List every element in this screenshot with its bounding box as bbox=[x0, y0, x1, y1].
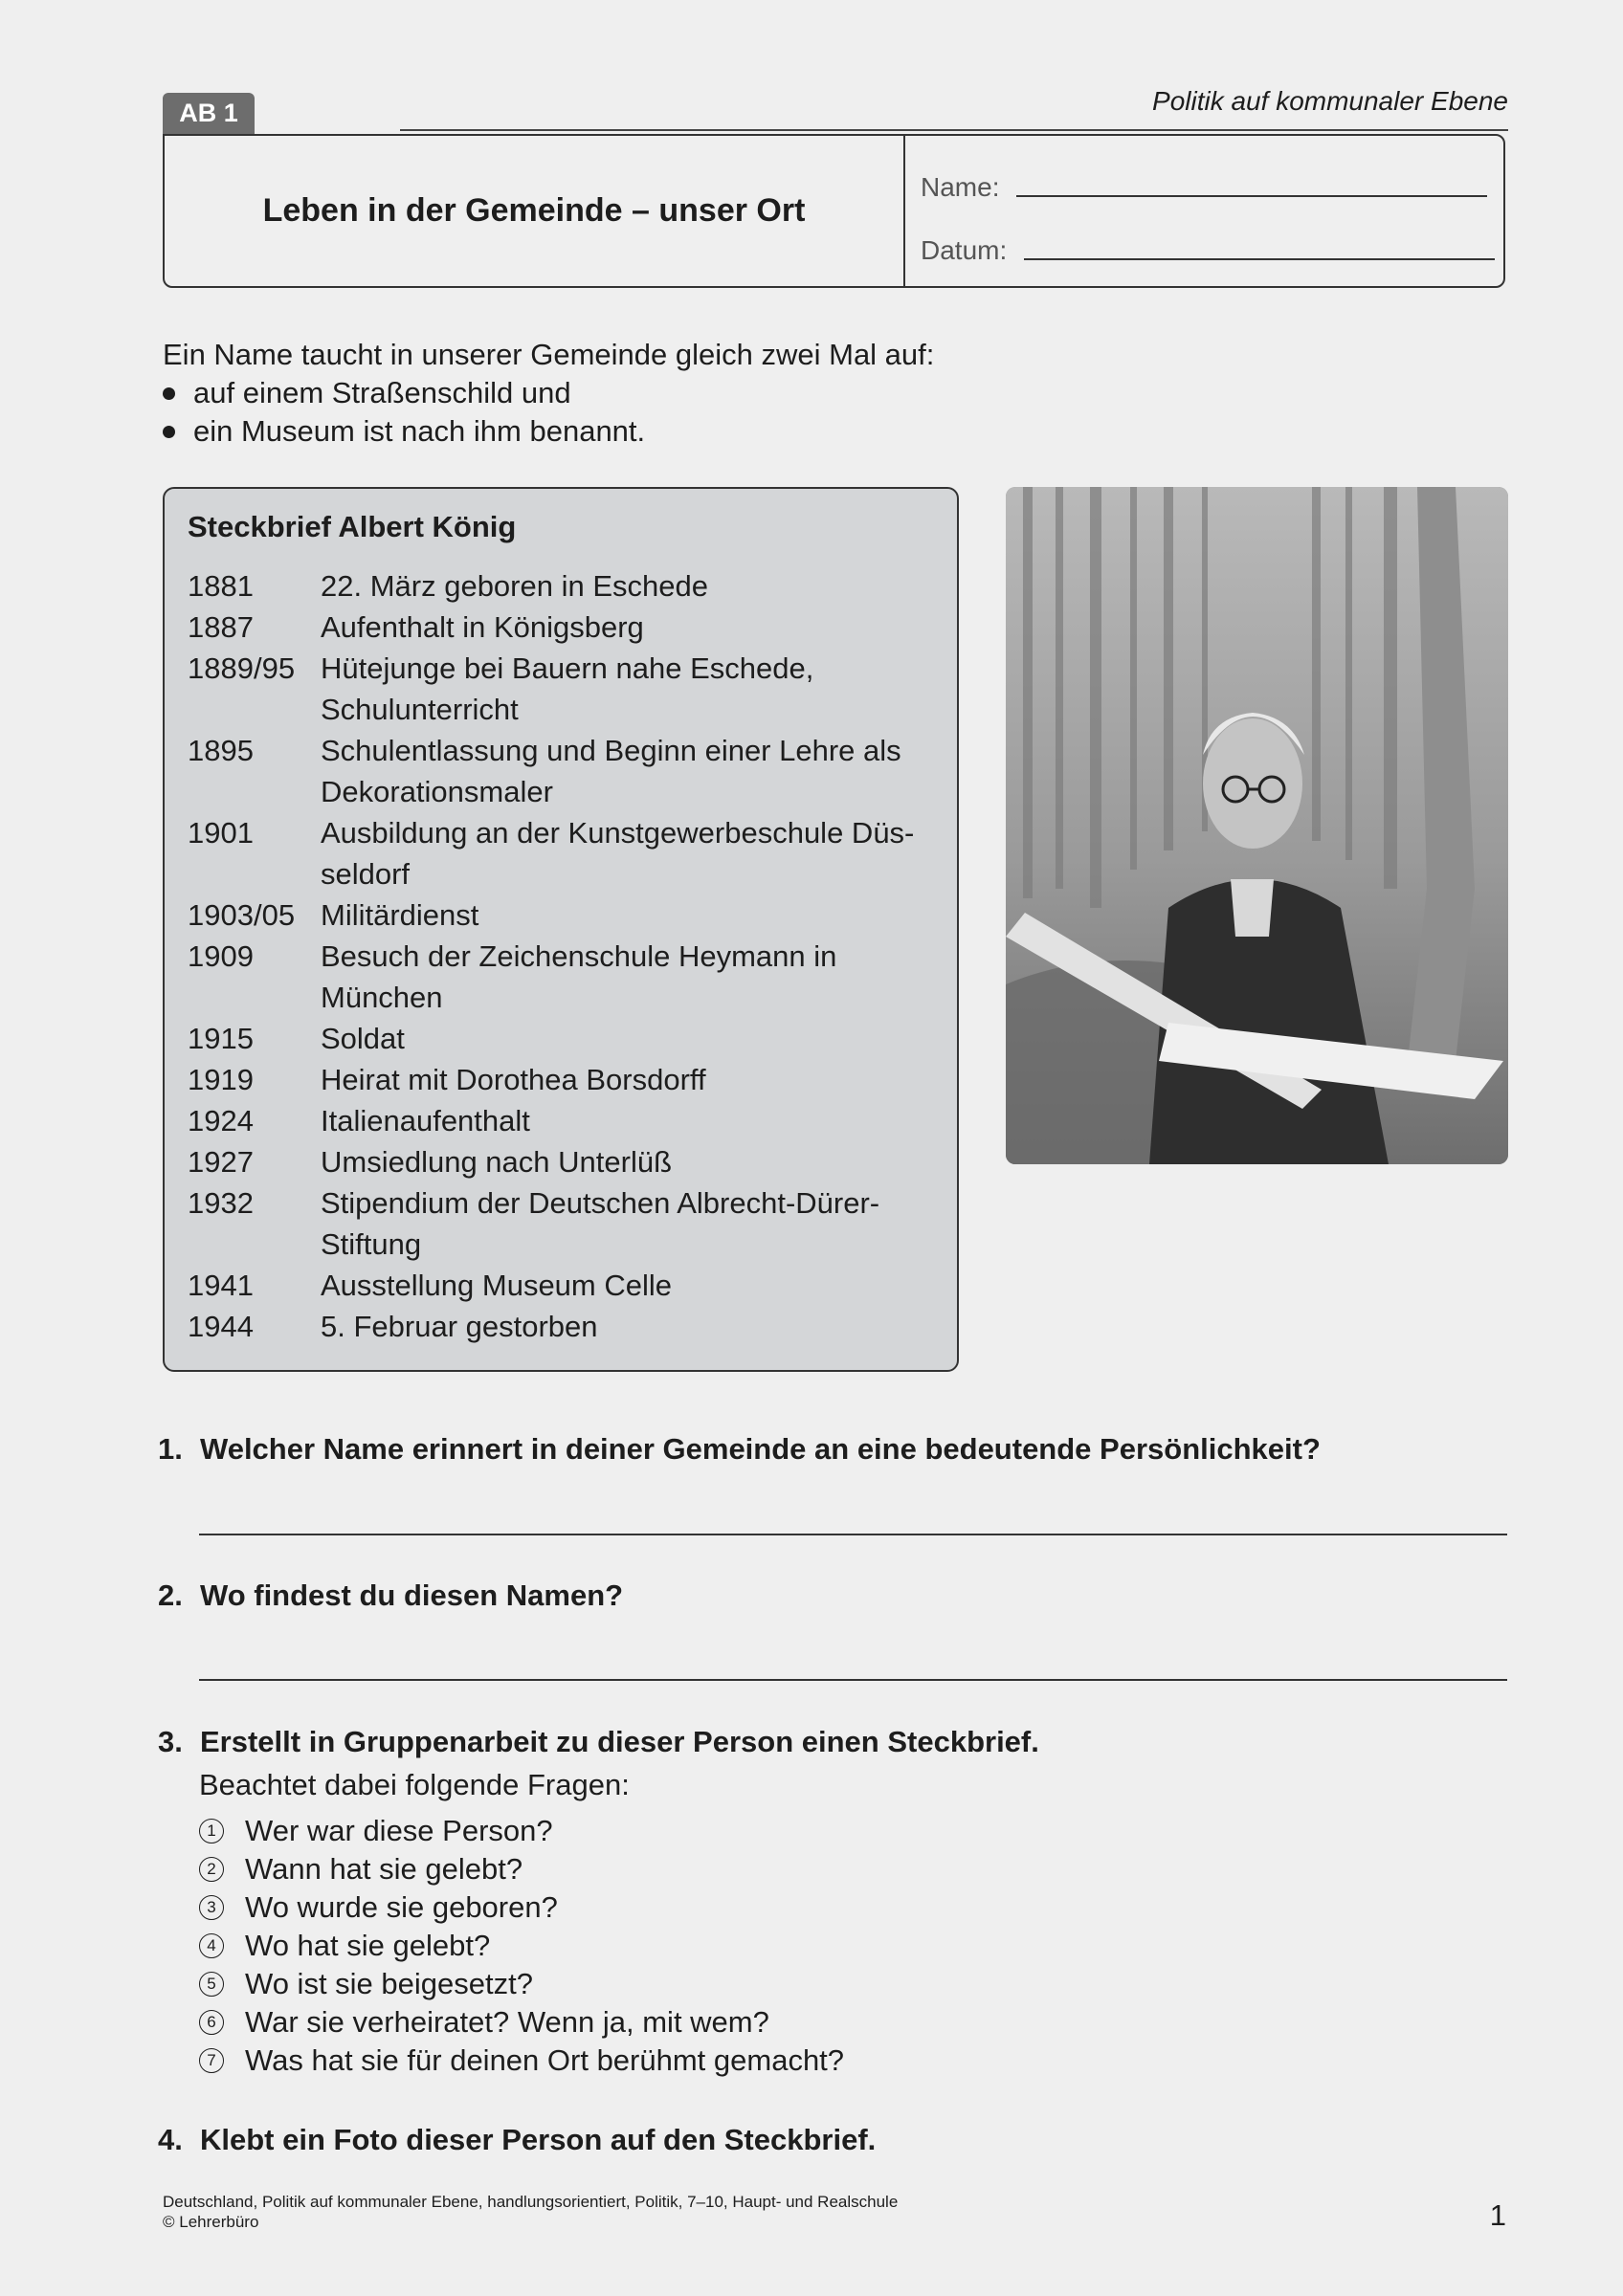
question-text: War sie verheiratet? Wenn ja, mit wem? bbox=[245, 2005, 769, 2039]
entry-year: 1909 bbox=[188, 939, 254, 973]
answer-line-2[interactable] bbox=[199, 1679, 1507, 1681]
question-item bbox=[199, 2003, 844, 2042]
circled-number: 4 bbox=[199, 1933, 224, 1958]
question-list bbox=[199, 1812, 844, 2080]
entry-text: Ausbildung an der Kunstgewerbeschule Düs-seldorf bbox=[321, 816, 915, 891]
steckbrief-entry bbox=[188, 730, 934, 812]
steckbrief-entry bbox=[188, 1182, 934, 1265]
steckbrief-box bbox=[163, 487, 959, 1372]
entry-text: Hütejunge bei Bauern nahe Eschede, Schulunterricht bbox=[321, 651, 814, 726]
steckbrief-entry bbox=[188, 1141, 934, 1182]
question-text: Wo ist sie beigesetzt? bbox=[245, 1967, 533, 2000]
date-line[interactable] bbox=[1024, 258, 1495, 260]
worksheet-tab: AB 1 bbox=[163, 93, 255, 134]
steckbrief-entry bbox=[188, 607, 934, 648]
subject-heading: Politik auf kommunaler Ebene bbox=[1152, 86, 1508, 116]
entry-year: 1903/05 bbox=[188, 898, 296, 932]
steckbrief-entry bbox=[188, 812, 934, 894]
entry-text: Militärdienst bbox=[321, 898, 479, 932]
task-number: 2. bbox=[158, 1578, 183, 1612]
portrait-image bbox=[1006, 487, 1508, 1164]
question-text: Wo hat sie gelebt? bbox=[245, 1929, 491, 1962]
circled-number: 2 bbox=[199, 1857, 224, 1882]
entry-text: Schulentlassung und Beginn einer Lehre als Dekorationsmaler bbox=[321, 734, 901, 808]
task-text: Welcher Name erinnert in deiner Gemeinde an eine bedeutende Persönlichkeit? bbox=[200, 1432, 1321, 1466]
entry-text: 22. März geboren in Eschede bbox=[321, 569, 708, 603]
intro-bullets bbox=[163, 374, 934, 451]
intro-bullet: ein Museum ist nach ihm benannt. bbox=[163, 412, 934, 451]
task-number: 3. bbox=[158, 1725, 183, 1758]
task-2 bbox=[158, 1578, 623, 1613]
question-item bbox=[199, 1850, 844, 1888]
entry-text: Heirat mit Dorothea Borsdorff bbox=[321, 1063, 706, 1096]
task-number: 1. bbox=[158, 1432, 183, 1466]
footer-source: Deutschland, Politik auf kommunaler Ebene, handlungsorientiert, Politik, 7–10, Haupt- und Realschule bbox=[163, 2193, 899, 2211]
entry-year: 1944 bbox=[188, 1310, 254, 1343]
intro-text: Ein Name taucht in unserer Gemeinde gleich zwei Mal auf: bbox=[163, 338, 935, 371]
entry-text: Besuch der Zeichenschule Heymann in München bbox=[321, 939, 837, 1014]
entry-text: Aufenthalt in Königsberg bbox=[321, 610, 644, 644]
entry-year: 1915 bbox=[188, 1022, 254, 1055]
entry-year: 1887 bbox=[188, 610, 254, 644]
steckbrief-entry bbox=[188, 565, 934, 607]
steckbrief-entry bbox=[188, 894, 934, 936]
footer-copyright: © Lehrerbüro bbox=[163, 2213, 259, 2231]
circled-number: 6 bbox=[199, 2010, 224, 2035]
page-number: 1 bbox=[1489, 2198, 1506, 2232]
circled-number: 3 bbox=[199, 1895, 224, 1920]
question-item bbox=[199, 1812, 844, 1850]
question-item bbox=[199, 1927, 844, 1965]
steckbrief-entry bbox=[188, 1059, 934, 1100]
circled-number: 1 bbox=[199, 1819, 224, 1843]
name-label: Name: bbox=[921, 172, 1000, 202]
task-text: Erstellt in Gruppenarbeit zu dieser Person einen Steckbrief. bbox=[200, 1725, 1039, 1758]
steckbrief-entry bbox=[188, 1306, 934, 1347]
entry-year: 1901 bbox=[188, 816, 254, 850]
entry-text: Soldat bbox=[321, 1022, 405, 1055]
entry-year: 1919 bbox=[188, 1063, 254, 1096]
question-item bbox=[199, 1888, 844, 1927]
task-1 bbox=[158, 1432, 1321, 1467]
question-text: Wann hat sie gelebt? bbox=[245, 1852, 523, 1886]
entry-year: 1889/95 bbox=[188, 651, 296, 685]
date-field[interactable] bbox=[921, 235, 1495, 266]
question-text: Wer war diese Person? bbox=[245, 1814, 553, 1847]
entry-year: 1924 bbox=[188, 1104, 254, 1137]
steckbrief-entry bbox=[188, 1018, 934, 1059]
task-4 bbox=[158, 2123, 876, 2157]
portrait-drawing bbox=[1006, 487, 1508, 1164]
title-box bbox=[163, 134, 1505, 288]
steckbrief-entry bbox=[188, 936, 934, 1018]
entry-year: 1927 bbox=[188, 1145, 254, 1179]
steckbrief-list bbox=[188, 565, 934, 1347]
worksheet-title: Leben in der Gemeinde – unser Ort bbox=[262, 192, 806, 229]
task-number: 4. bbox=[158, 2123, 183, 2156]
entry-year: 1895 bbox=[188, 734, 254, 767]
steckbrief-entry bbox=[188, 1100, 934, 1141]
circled-number: 7 bbox=[199, 2048, 224, 2073]
circled-number: 5 bbox=[199, 1972, 224, 1997]
answer-line-1[interactable] bbox=[199, 1534, 1507, 1535]
entry-year: 1941 bbox=[188, 1269, 254, 1302]
question-item bbox=[199, 2042, 844, 2080]
task-text: Klebt ein Foto dieser Person auf den Steckbrief. bbox=[200, 2123, 877, 2156]
steckbrief-entry bbox=[188, 1265, 934, 1306]
entry-year: 1881 bbox=[188, 569, 254, 603]
intro-bullet: auf einem Straßenschild und bbox=[163, 374, 934, 412]
steckbrief-entry bbox=[188, 648, 934, 730]
intro-section bbox=[163, 336, 934, 451]
date-label: Datum: bbox=[921, 235, 1008, 265]
question-text: Wo wurde sie geboren? bbox=[245, 1890, 558, 1924]
steckbrief-title: Steckbrief Albert König bbox=[188, 510, 517, 543]
entry-year: 1932 bbox=[188, 1186, 254, 1220]
question-item bbox=[199, 1965, 844, 2003]
entry-text: Ausstellung Museum Celle bbox=[321, 1269, 673, 1302]
entry-text: 5. Februar gestorben bbox=[321, 1310, 598, 1343]
task-3 bbox=[158, 1725, 1039, 1759]
question-text: Was hat sie für deinen Ort berühmt gemacht? bbox=[245, 2043, 845, 2077]
header-rule bbox=[400, 129, 1508, 131]
entry-text: Stipendium der Deutschen Albrecht-Dürer-Stiftung bbox=[321, 1186, 880, 1261]
entry-text: Umsiedlung nach Unterlüß bbox=[321, 1145, 673, 1179]
title-divider bbox=[903, 136, 905, 286]
name-field[interactable] bbox=[921, 172, 1487, 203]
entry-text: Italienaufenthalt bbox=[321, 1104, 530, 1137]
name-line[interactable] bbox=[1016, 195, 1487, 197]
task3-subtitle: Beachtet dabei folgende Fragen: bbox=[199, 1768, 630, 1801]
task-text: Wo findest du diesen Namen? bbox=[200, 1578, 624, 1612]
footer bbox=[163, 2192, 898, 2232]
